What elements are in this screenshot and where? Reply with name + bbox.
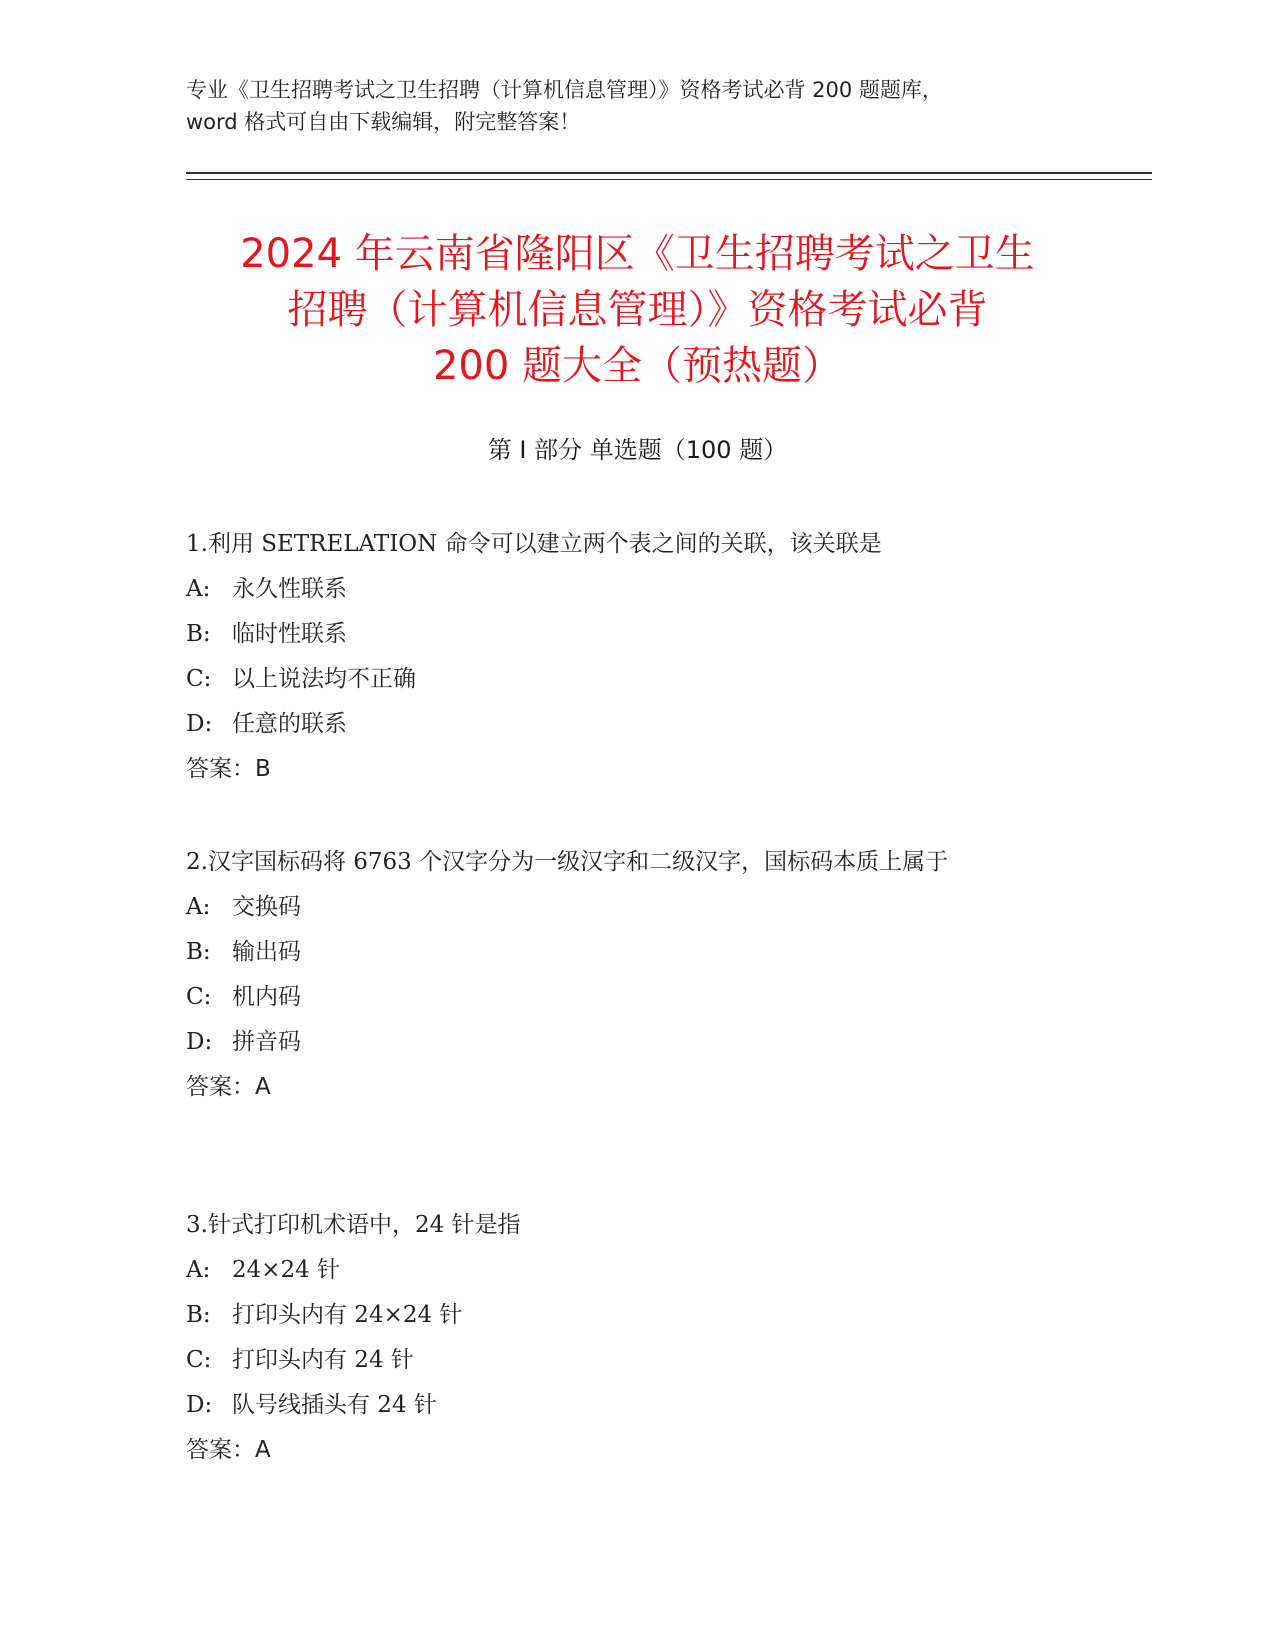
option-letter: C: [186,984,212,1010]
option-text: 机内码 [232,984,301,1010]
option-letter: A: [186,1257,211,1283]
option-b [186,1293,1086,1338]
option-text: 24×24 针 [232,1257,341,1283]
answer-line: 答案：A [186,1074,271,1100]
option-letter: B: [186,939,211,965]
answer-line: 答案：A [186,1437,271,1463]
option-d [186,1020,1086,1065]
option-letter: B: [186,1302,211,1328]
option-c [186,1338,1086,1383]
option-d [186,702,1086,747]
header-note-line-2: word 格式可自由下载编辑，附完整答案！ [186,110,581,134]
header-note-line-1: 专业《卫生招聘考试之卫生招聘（计算机信息管理）》资格考试必背 200 题题库， [186,78,943,102]
answer-line: 答案：B [186,756,271,782]
question-stem: 2.汉字国标码将 6763 个汉字分为一级汉字和二级汉字，国标码本质上属于 [186,849,949,875]
option-c [186,657,1086,702]
option-text: 打印头内有 24×24 针 [232,1302,463,1328]
document-title-line-1: 2024 年云南省隆阳区《卫生招聘考试之卫生 [240,231,1035,277]
option-text: 临时性联系 [232,621,347,647]
option-d [186,1383,1086,1428]
section-title: 第 I 部分 单选题（100 题） [487,436,788,464]
option-text: 打印头内有 24 针 [232,1347,414,1373]
header-note [186,74,1086,138]
option-letter: C: [186,1347,212,1373]
option-letter: B: [186,621,211,647]
option-text: 以上说法均不正确 [232,666,416,692]
question-3 [186,1203,1086,1473]
option-c [186,975,1086,1020]
question-2 [186,840,1086,1110]
header-divider-thin [186,179,1152,180]
option-letter: A: [186,576,211,602]
option-b [186,930,1086,975]
option-text: 输出码 [232,939,301,965]
document-title [150,226,1125,394]
question-1 [186,522,1086,792]
option-letter: D: [186,1029,213,1055]
document-title-line-3: 200 题大全（预热题） [432,343,843,389]
option-letter: D: [186,1392,213,1418]
option-letter: D: [186,711,213,737]
option-b [186,612,1086,657]
option-text: 永久性联系 [232,576,347,602]
option-text: 拼音码 [232,1029,301,1055]
option-text: 交换码 [232,894,301,920]
option-a [186,1248,1086,1293]
question-stem: 3.针式打印机术语中，24 针是指 [186,1212,521,1238]
option-text: 队号线插头有 24 针 [232,1392,437,1418]
question-stem: 1.利用 SETRELATION 命令可以建立两个表之间的关联，该关联是 [186,531,882,557]
option-a [186,885,1086,930]
option-letter: C: [186,666,212,692]
option-text: 任意的联系 [232,711,347,737]
header-divider-thick [186,172,1152,174]
document-title-line-2: 招聘（计算机信息管理）》资格考试必背 [287,287,988,333]
option-a [186,567,1086,612]
option-letter: A: [186,894,211,920]
